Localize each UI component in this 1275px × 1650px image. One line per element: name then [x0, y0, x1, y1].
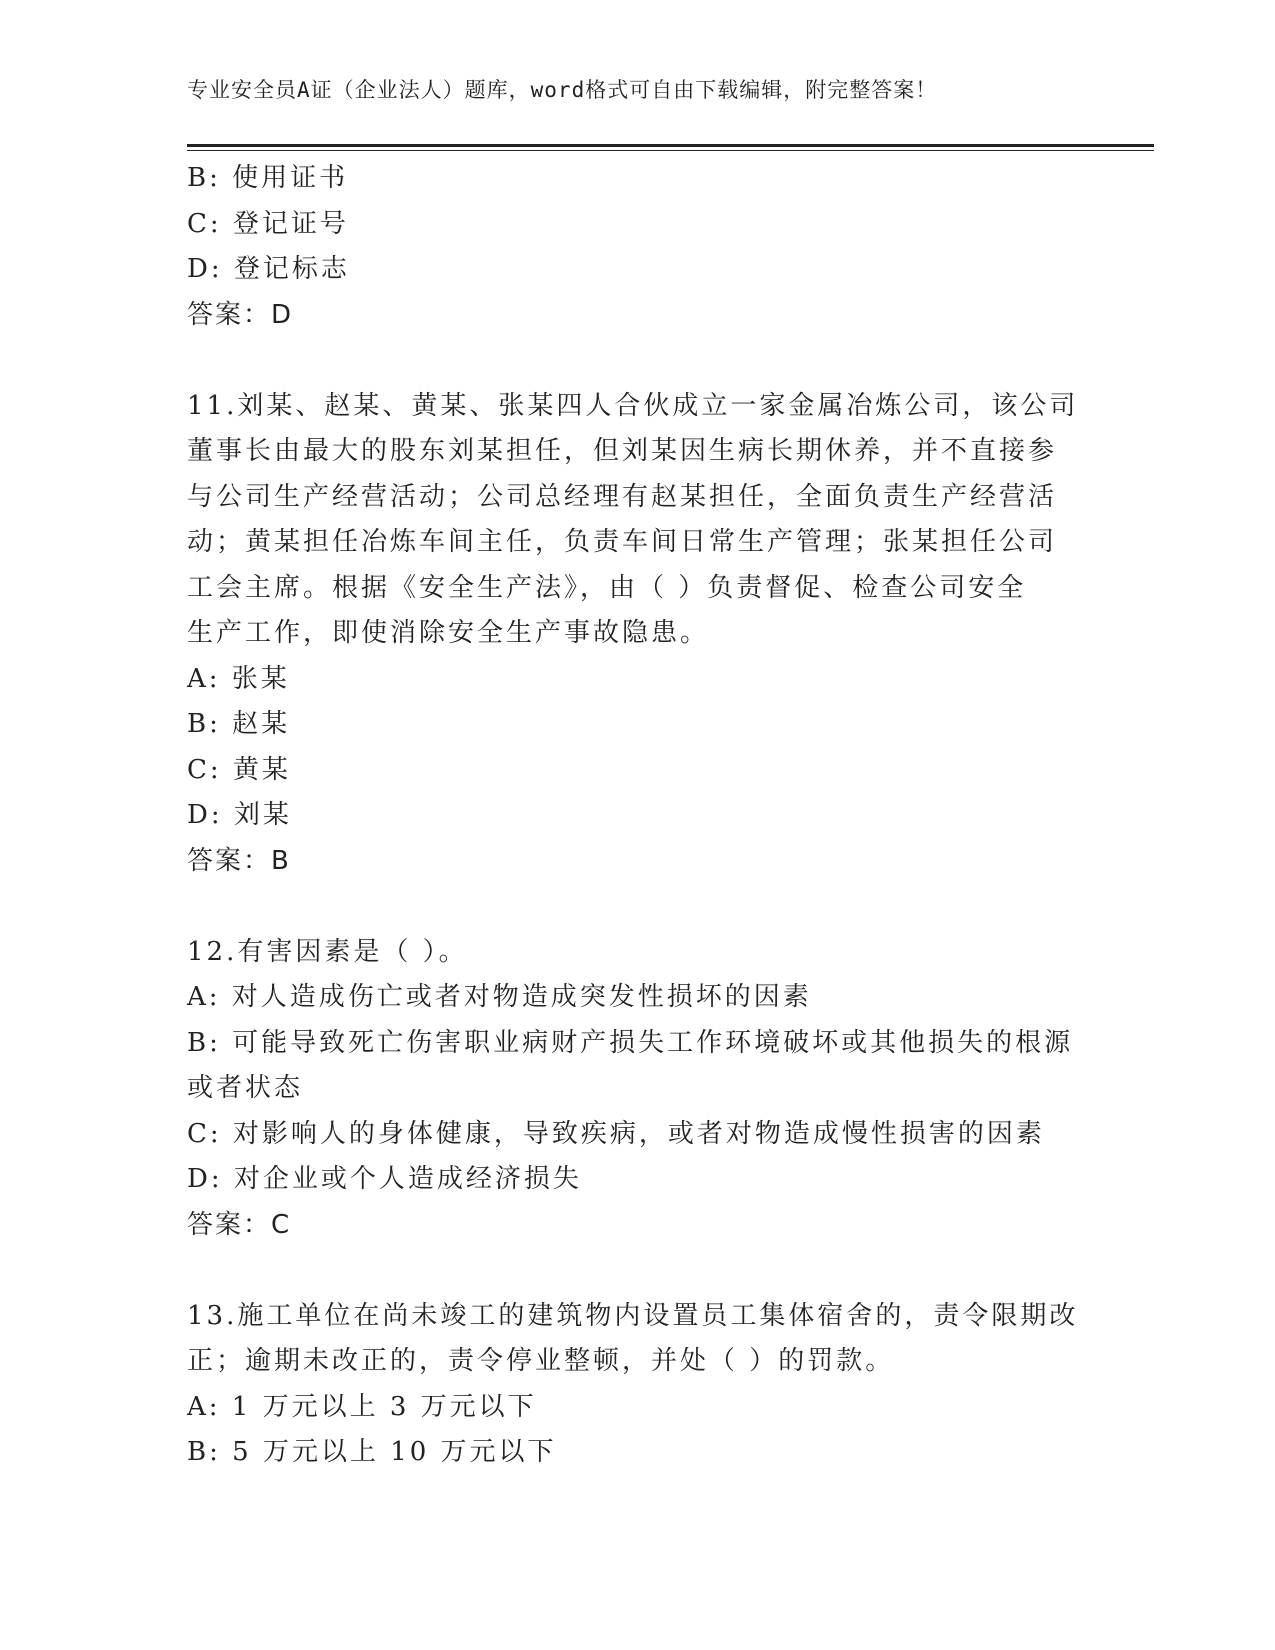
option-a: A: 张某	[187, 663, 290, 694]
question-text: 动；黄某担任冶炼车间主任，负责车间日常生产管理；张某担任公司	[187, 527, 1058, 557]
answer-line: 答案：C	[187, 1209, 292, 1240]
question-text: 工会主席。根据《安全生产法》，由（ ）负责督促、检查公司安全	[187, 572, 1027, 603]
question-block-10	[187, 156, 1087, 338]
answer-line: 答案：D	[187, 299, 294, 330]
option-b: B: 可能导致死亡伤害职业病财产损失工作环境破坏或其他损失的根源	[187, 1027, 1074, 1058]
option-a: A: 对人造成伤亡或者对物造成突发性损坏的因素	[187, 982, 812, 1012]
option-d: D: 登记标志	[187, 254, 350, 284]
option-b: B: 使用证书	[187, 163, 349, 193]
option-d: D: 对企业或个人造成经济损失	[187, 1164, 582, 1194]
option-c: C: 黄某	[187, 754, 291, 785]
option-c: C: 登记证号	[187, 208, 349, 239]
question-block-11	[187, 384, 1087, 885]
question-block-12	[187, 930, 1087, 1249]
spacer	[187, 1248, 1087, 1294]
question-text: 正；逾期未改正的，责令停业整顿，并处（ ）的罚款。	[187, 1346, 895, 1376]
question-block-13	[187, 1294, 1087, 1476]
spacer	[187, 338, 1087, 384]
question-content	[187, 156, 1087, 1476]
question-text: 董事长由最大的股东刘某担任，但刘某因生病长期休养，并不直接参	[187, 436, 1058, 466]
answer-line: 答案：B	[187, 845, 291, 876]
option-b: B: 5 万元以上 10 万元以下	[187, 1437, 557, 1467]
question-text: 13.施工单位在尚未竣工的建筑物内设置员工集体宿舍的，责令限期改	[187, 1300, 1079, 1331]
question-text: 与公司生产经营活动；公司总经理有赵某担任，全面负责生产经营活	[187, 481, 1058, 512]
option-b-continued: 或者状态	[187, 1073, 304, 1103]
option-c: C: 对影响人的身体健康，导致疾病，或者对物造成慢性损害的因素	[187, 1118, 1045, 1149]
header-rule-thick	[187, 144, 1154, 147]
option-d: D: 刘某	[187, 800, 292, 830]
header-rule-thin	[187, 150, 1154, 151]
option-b: B: 赵某	[187, 709, 291, 739]
question-text: 生产工作，即使消除安全生产事故隐患。	[187, 618, 710, 648]
question-text: 11.刘某、赵某、黄某、张某四人合伙成立一家金属冶炼公司，该公司	[187, 390, 1079, 421]
option-a: A: 1 万元以上 3 万元以下	[187, 1391, 537, 1422]
document-header: 专业安全员A证（企业法人）题库，word格式可自由下载编辑，附完整答案！	[187, 78, 938, 102]
spacer	[187, 884, 1087, 930]
question-text: 12.有害因素是（ ）。	[187, 936, 468, 967]
